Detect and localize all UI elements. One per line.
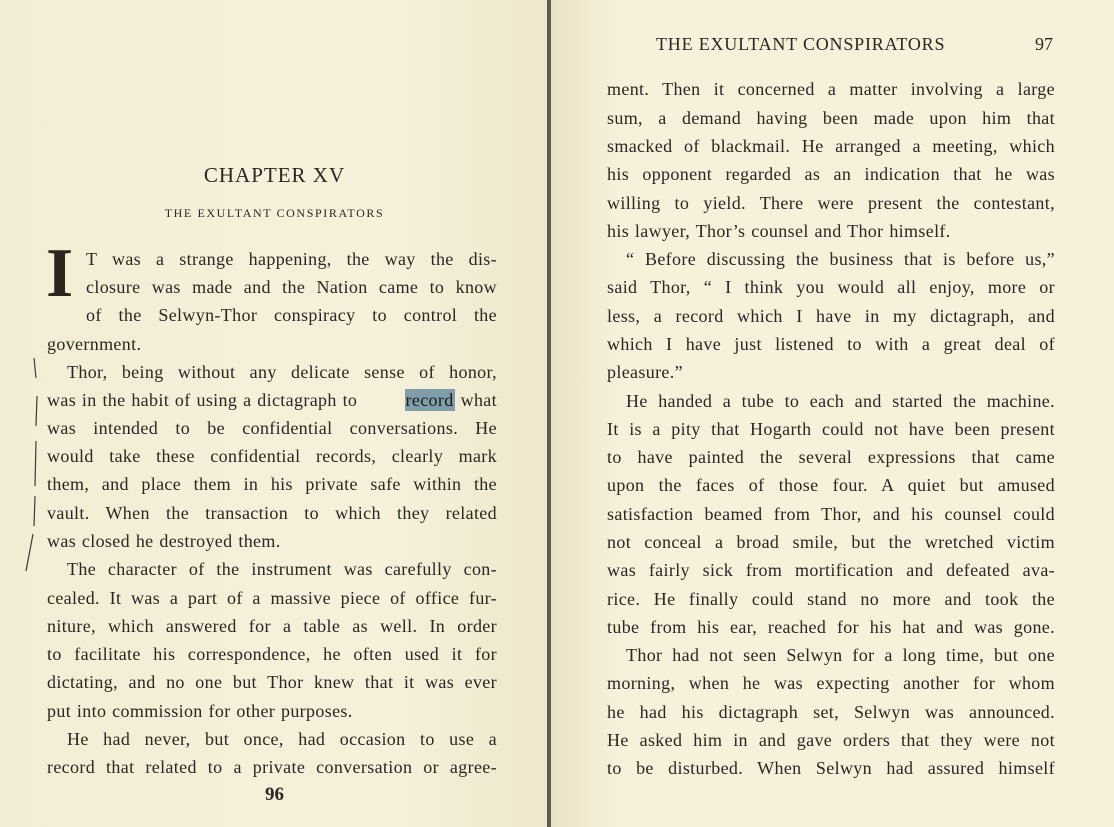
text-line: He asked him in and gave orders that they were not [607,730,1055,750]
text-line: government. [47,334,142,354]
text-line: said Thor, “ I think you would all enjoy, more or [607,277,1055,297]
text-line: was fairly sick from mortification and defeated ava- [607,560,1055,580]
text-line: He handed a tube to each and started the machine. [626,391,1055,411]
text-line: them, and place them in his private safe within the [47,474,497,494]
text-segment: what [460,390,497,410]
text-line: smacked of blackmail. He arranged a meeting, which [607,136,1055,156]
text-line: sum, a demand having been made upon him that [607,108,1055,128]
text-line: his lawyer, Thor’s counsel and Thor himself. [607,221,951,241]
text-line: would take these confidential records, clearly mark [47,446,497,466]
text-line: ment. Then it concerned a matter involving a large [607,79,1055,99]
text-line: not conceal a broad smile, but the wretched victim [607,532,1055,552]
text-line: upon the faces of those four. A quiet but amused [607,475,1055,495]
text-line: Thor, being without any delicate sense of honor, [67,362,497,382]
text-line: less, a record which I have in my dictagraph, and [607,306,1055,326]
text-line: of the Selwyn-Thor conspiracy to control the [86,305,497,325]
text-line: which I have just listened to with a great deal of [607,334,1055,354]
chapter-title: CHAPTER XV [203,163,346,187]
text-line: dictating, and no one but Thor knew that it was ever [47,672,497,692]
text-line: put into commission for other purposes. [47,701,353,721]
text-line: record that related to a private conversation or agree- [47,757,497,777]
text-line: It is a pity that Hogarth could not have been present [607,419,1055,439]
drop-cap: I [46,235,74,312]
left-page [0,0,549,827]
text-line [47,389,497,411]
text-line: cealed. It was a part of a massive piece of office fur- [47,588,497,608]
text-line: rice. He finally could stand no more and took the [607,589,1055,609]
text-line: to facilitate his correspondence, he often used it for [47,644,497,664]
text-line: willing to yield. There were present the contestant, [607,193,1055,213]
text-line: closure was made and the Nation came to know [86,277,497,297]
margin-pencil-mark [22,356,42,576]
text-line: The character of the instrument was carefully con- [67,559,497,579]
text-line: niture, which answered for a table as well. In order [47,616,497,636]
text-line: tube from his ear, reached for his hat and was gone. [607,617,1055,637]
text-line: pleasure.” [607,362,683,382]
text-line: He had never, but once, had occasion to use a [67,729,497,749]
page-number: 96 [265,784,284,805]
text-line: was intended to be confidential conversations. He [47,418,497,438]
highlighted-word[interactable]: record [405,390,454,410]
page-number: 97 [1035,34,1053,54]
text-line: T was a strange happening, the way the dis- [86,249,497,269]
text-segment: was in the habit of using a dictagraph to [47,390,358,410]
chapter-subtitle: THE EXULTANT CONSPIRATORS [164,206,385,220]
text-line: was closed he destroyed them. [47,531,281,551]
text-line: vault. When the transaction to which they related [47,503,497,523]
text-line: Thor had not seen Selwyn for a long time, but one [626,645,1055,665]
text-line: to have painted the several expressions that came [607,447,1055,467]
text-line: satisfaction beamed from Thor, and his counsel could [607,504,1055,524]
text-line: his opponent regarded as an indication that he was [607,164,1055,184]
text-line: morning, when he was expecting another for whom [607,673,1055,693]
text-line: to be disturbed. When Selwyn had assured himself [607,758,1055,778]
text-line: “ Before discussing the business that is before us,” [626,249,1055,269]
running-head: THE EXULTANT CONSPIRATORS [656,34,946,54]
text-line: he had his dictagraph set, Selwyn was announced. [607,702,1055,722]
